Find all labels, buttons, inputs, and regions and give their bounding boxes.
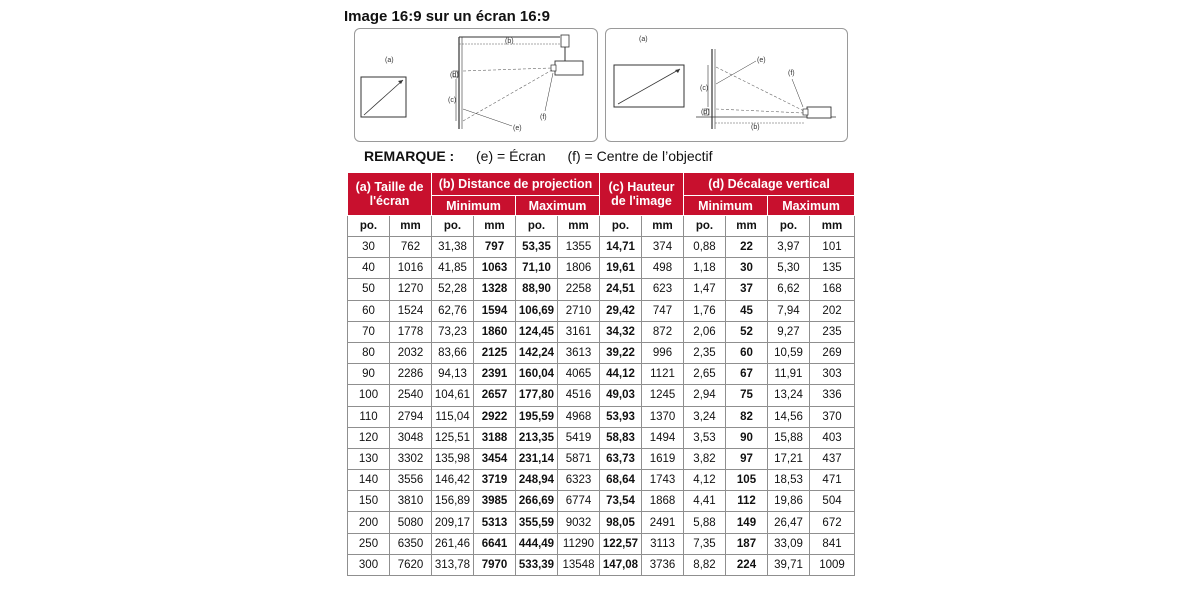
table-cell: 71,10 (516, 258, 558, 279)
table-cell: 3736 (642, 554, 684, 575)
table-cell: 90 (348, 364, 390, 385)
table-cell: 2491 (642, 512, 684, 533)
table-cell: 1494 (642, 427, 684, 448)
table-cell: 39,22 (600, 342, 642, 363)
table-cell: 9032 (558, 512, 600, 533)
table-cell: 266,69 (516, 491, 558, 512)
table-cell: 471 (810, 470, 855, 491)
table-cell: 8,82 (684, 554, 726, 575)
table-cell: 2258 (558, 279, 600, 300)
table-cell: 19,61 (600, 258, 642, 279)
table-cell: 75 (726, 385, 768, 406)
label-f: (f) (540, 114, 547, 121)
table-cell: 146,42 (432, 470, 474, 491)
unit-inch: po. (348, 216, 390, 237)
table-cell: 1370 (642, 406, 684, 427)
table-cell: 53,35 (516, 237, 558, 258)
table-cell: 73,54 (600, 491, 642, 512)
table-row (348, 385, 855, 406)
table-row (348, 342, 855, 363)
table-cell: 248,94 (516, 470, 558, 491)
table-cell: 3,24 (684, 406, 726, 427)
table-cell: 52,28 (432, 279, 474, 300)
table-cell: 149 (726, 512, 768, 533)
table-cell: 110 (348, 406, 390, 427)
table-cell: 44,12 (600, 364, 642, 385)
table-cell: 53,93 (600, 406, 642, 427)
table-cell: 403 (810, 427, 855, 448)
header-distance-min: Minimum (432, 196, 516, 216)
table-cell: 1806 (558, 258, 600, 279)
table-cell: 355,59 (516, 512, 558, 533)
table-cell: 135,98 (432, 448, 474, 469)
table-cell: 39,71 (768, 554, 810, 575)
page-title: Image 16:9 sur un écran 16:9 (344, 8, 550, 25)
table-row (348, 406, 855, 427)
label-f-floor: (f) (788, 70, 795, 77)
note-e: (e) = Écran (476, 148, 546, 164)
table-cell: 195,59 (516, 406, 558, 427)
table-cell: 2,35 (684, 342, 726, 363)
projection-table (347, 172, 855, 576)
table-cell: 250 (348, 533, 390, 554)
table-row (348, 491, 855, 512)
table-cell: 3,97 (768, 237, 810, 258)
table-cell: 2922 (474, 406, 516, 427)
table-row (348, 300, 855, 321)
table-cell: 50 (348, 279, 390, 300)
unit-mm: mm (642, 216, 684, 237)
table-cell: 3,82 (684, 448, 726, 469)
table-cell: 82 (726, 406, 768, 427)
table-cell: 10,59 (768, 342, 810, 363)
unit-mm: mm (390, 216, 432, 237)
table-cell: 370 (810, 406, 855, 427)
unit-inch: po. (516, 216, 558, 237)
table-cell: 98,05 (600, 512, 642, 533)
table-cell: 300 (348, 554, 390, 575)
table-cell: 100 (348, 385, 390, 406)
table-cell: 213,35 (516, 427, 558, 448)
table-row (348, 554, 855, 575)
table-cell: 623 (642, 279, 684, 300)
table-cell: 7620 (390, 554, 432, 575)
table-cell: 2286 (390, 364, 432, 385)
table-cell: 67 (726, 364, 768, 385)
table-cell: 104,61 (432, 385, 474, 406)
table-cell: 6350 (390, 533, 432, 554)
table-cell: 18,53 (768, 470, 810, 491)
table-cell: 2540 (390, 385, 432, 406)
table-cell: 52 (726, 321, 768, 342)
table-cell: 841 (810, 533, 855, 554)
label-e-floor: (e) (757, 57, 766, 64)
table-row (348, 533, 855, 554)
table-cell: 30 (726, 258, 768, 279)
table-cell: 105 (726, 470, 768, 491)
table-cell: 3613 (558, 342, 600, 363)
unit-inch: po. (600, 216, 642, 237)
table-cell: 14,56 (768, 406, 810, 427)
label-c: (c) (448, 97, 457, 104)
label-b: (b) (505, 38, 514, 45)
table-cell: 269 (810, 342, 855, 363)
table-row (348, 427, 855, 448)
table-row (348, 321, 855, 342)
table-cell: 11,91 (768, 364, 810, 385)
table-cell: 49,03 (600, 385, 642, 406)
table-cell: 15,88 (768, 427, 810, 448)
table-mount-diagram (605, 28, 848, 142)
table-cell: 4968 (558, 406, 600, 427)
table-cell: 37 (726, 279, 768, 300)
header-size: (a) Taille de l'écran (348, 173, 432, 216)
table-cell: 70 (348, 321, 390, 342)
table-cell: 5419 (558, 427, 600, 448)
table-cell: 68,64 (600, 470, 642, 491)
table-cell: 2,94 (684, 385, 726, 406)
table-cell: 336 (810, 385, 855, 406)
table-cell: 747 (642, 300, 684, 321)
table-cell: 58,83 (600, 427, 642, 448)
label-e: (e) (513, 125, 522, 132)
table-cell: 106,69 (516, 300, 558, 321)
note-prefix: REMARQUE : (364, 148, 455, 164)
table-cell: 2657 (474, 385, 516, 406)
table-cell: 6774 (558, 491, 600, 512)
label-d-floor: (d) (701, 109, 710, 116)
table-cell: 235 (810, 321, 855, 342)
table-cell: 2710 (558, 300, 600, 321)
table-cell: 63,73 (600, 448, 642, 469)
table-cell: 437 (810, 448, 855, 469)
table-cell: 3719 (474, 470, 516, 491)
table-cell: 90 (726, 427, 768, 448)
header-offset-max: Maximum (768, 196, 855, 216)
table-cell: 1860 (474, 321, 516, 342)
table-cell: 6641 (474, 533, 516, 554)
table-cell: 125,51 (432, 427, 474, 448)
label-b-floor: (b) (751, 124, 760, 131)
table-cell: 7,94 (768, 300, 810, 321)
table-cell: 1016 (390, 258, 432, 279)
ceiling-mount-diagram (354, 28, 598, 142)
table-cell: 88,90 (516, 279, 558, 300)
table-cell: 11290 (558, 533, 600, 554)
table-cell: 303 (810, 364, 855, 385)
table-cell: 1868 (642, 491, 684, 512)
header-distance: (b) Distance de projection (432, 173, 600, 196)
header-height: (c) Hauteur de l'image (600, 173, 684, 216)
table-cell: 1063 (474, 258, 516, 279)
table-row (348, 470, 855, 491)
table-cell: 202 (810, 300, 855, 321)
label-c-floor: (c) (700, 85, 709, 92)
table-cell: 135 (810, 258, 855, 279)
unit-inch: po. (684, 216, 726, 237)
label-a: (a) (385, 57, 394, 64)
table-cell: 1743 (642, 470, 684, 491)
table-cell: 4065 (558, 364, 600, 385)
table-cell: 3161 (558, 321, 600, 342)
table-cell: 40 (348, 258, 390, 279)
note-f: (f) = Centre de l’objectif (567, 148, 713, 164)
table-cell: 13,24 (768, 385, 810, 406)
table-cell: 4516 (558, 385, 600, 406)
table-cell: 209,17 (432, 512, 474, 533)
table-cell: 6,62 (768, 279, 810, 300)
table-cell: 444,49 (516, 533, 558, 554)
table-cell: 142,24 (516, 342, 558, 363)
table-cell: 101 (810, 237, 855, 258)
table-cell: 3113 (642, 533, 684, 554)
table-cell: 1009 (810, 554, 855, 575)
table-cell: 1121 (642, 364, 684, 385)
table-cell: 156,89 (432, 491, 474, 512)
table-cell: 140 (348, 470, 390, 491)
table-cell: 33,09 (768, 533, 810, 554)
table-cell: 200 (348, 512, 390, 533)
table-cell: 26,47 (768, 512, 810, 533)
table-cell: 187 (726, 533, 768, 554)
table-cell: 504 (810, 491, 855, 512)
table-row (348, 448, 855, 469)
table-row (348, 364, 855, 385)
table-cell: 1594 (474, 300, 516, 321)
table-cell: 5,30 (768, 258, 810, 279)
table-cell: 224 (726, 554, 768, 575)
table-cell: 3,53 (684, 427, 726, 448)
table-cell: 41,85 (432, 258, 474, 279)
table-cell: 2,65 (684, 364, 726, 385)
table-cell: 19,86 (768, 491, 810, 512)
table-cell: 3188 (474, 427, 516, 448)
table-cell: 168 (810, 279, 855, 300)
table-cell: 29,42 (600, 300, 642, 321)
unit-inch: po. (432, 216, 474, 237)
table-cell: 4,12 (684, 470, 726, 491)
table-cell: 2794 (390, 406, 432, 427)
table-cell: 5080 (390, 512, 432, 533)
unit-mm: mm (558, 216, 600, 237)
table-cell: 17,21 (768, 448, 810, 469)
table-cell: 80 (348, 342, 390, 363)
table-cell: 533,39 (516, 554, 558, 575)
table-cell: 94,13 (432, 364, 474, 385)
table-cell: 120 (348, 427, 390, 448)
table-cell: 1328 (474, 279, 516, 300)
table-cell: 3985 (474, 491, 516, 512)
label-a-floor: (a) (639, 36, 648, 43)
table-cell: 31,38 (432, 237, 474, 258)
note (364, 148, 713, 164)
unit-mm: mm (474, 216, 516, 237)
table-cell: 177,80 (516, 385, 558, 406)
table-cell: 5,88 (684, 512, 726, 533)
table-body (348, 237, 855, 576)
table-cell: 13548 (558, 554, 600, 575)
table-cell: 1619 (642, 448, 684, 469)
table-cell: 60 (348, 300, 390, 321)
table-cell: 34,32 (600, 321, 642, 342)
table-cell: 97 (726, 448, 768, 469)
table-cell: 9,27 (768, 321, 810, 342)
table-cell: 2391 (474, 364, 516, 385)
table-cell: 62,76 (432, 300, 474, 321)
table-cell: 60 (726, 342, 768, 363)
table-cell: 4,41 (684, 491, 726, 512)
table-cell: 22 (726, 237, 768, 258)
header-offset: (d) Décalage vertical (684, 173, 855, 196)
table-cell: 147,08 (600, 554, 642, 575)
table-row (348, 279, 855, 300)
table-cell: 3454 (474, 448, 516, 469)
table-cell: 374 (642, 237, 684, 258)
table-cell: 150 (348, 491, 390, 512)
table-cell: 7970 (474, 554, 516, 575)
header-distance-max: Maximum (516, 196, 600, 216)
table-cell: 7,35 (684, 533, 726, 554)
table-cell: 3048 (390, 427, 432, 448)
table-cell: 1778 (390, 321, 432, 342)
unit-mm: mm (810, 216, 855, 237)
table-cell: 130 (348, 448, 390, 469)
table-row (348, 237, 855, 258)
table-cell: 1355 (558, 237, 600, 258)
table-row (348, 258, 855, 279)
table-cell: 1,18 (684, 258, 726, 279)
table-cell: 1270 (390, 279, 432, 300)
table-cell: 160,04 (516, 364, 558, 385)
table-cell: 3302 (390, 448, 432, 469)
table-cell: 231,14 (516, 448, 558, 469)
table-cell: 2,06 (684, 321, 726, 342)
table-cell: 83,66 (432, 342, 474, 363)
table-cell: 1,76 (684, 300, 726, 321)
table-cell: 30 (348, 237, 390, 258)
table-cell: 1245 (642, 385, 684, 406)
table-cell: 3810 (390, 491, 432, 512)
table-cell: 24,51 (600, 279, 642, 300)
table-cell: 872 (642, 321, 684, 342)
label-d: (d) (450, 72, 459, 79)
table-cell: 1524 (390, 300, 432, 321)
table-cell: 73,23 (432, 321, 474, 342)
table-cell: 112 (726, 491, 768, 512)
table-cell: 996 (642, 342, 684, 363)
table-cell: 3556 (390, 470, 432, 491)
table-cell: 0,88 (684, 237, 726, 258)
table-cell: 2125 (474, 342, 516, 363)
table-cell: 1,47 (684, 279, 726, 300)
header-offset-min: Minimum (684, 196, 768, 216)
unit-inch: po. (768, 216, 810, 237)
table-cell: 6323 (558, 470, 600, 491)
table-cell: 2032 (390, 342, 432, 363)
table-cell: 122,57 (600, 533, 642, 554)
table-cell: 5871 (558, 448, 600, 469)
table-cell: 115,04 (432, 406, 474, 427)
table-cell: 797 (474, 237, 516, 258)
table-cell: 5313 (474, 512, 516, 533)
table-cell: 261,46 (432, 533, 474, 554)
table-cell: 672 (810, 512, 855, 533)
unit-mm: mm (726, 216, 768, 237)
table-cell: 762 (390, 237, 432, 258)
table-cell: 313,78 (432, 554, 474, 575)
table-cell: 14,71 (600, 237, 642, 258)
table-cell: 45 (726, 300, 768, 321)
table-row (348, 512, 855, 533)
table-cell: 498 (642, 258, 684, 279)
table-cell: 124,45 (516, 321, 558, 342)
